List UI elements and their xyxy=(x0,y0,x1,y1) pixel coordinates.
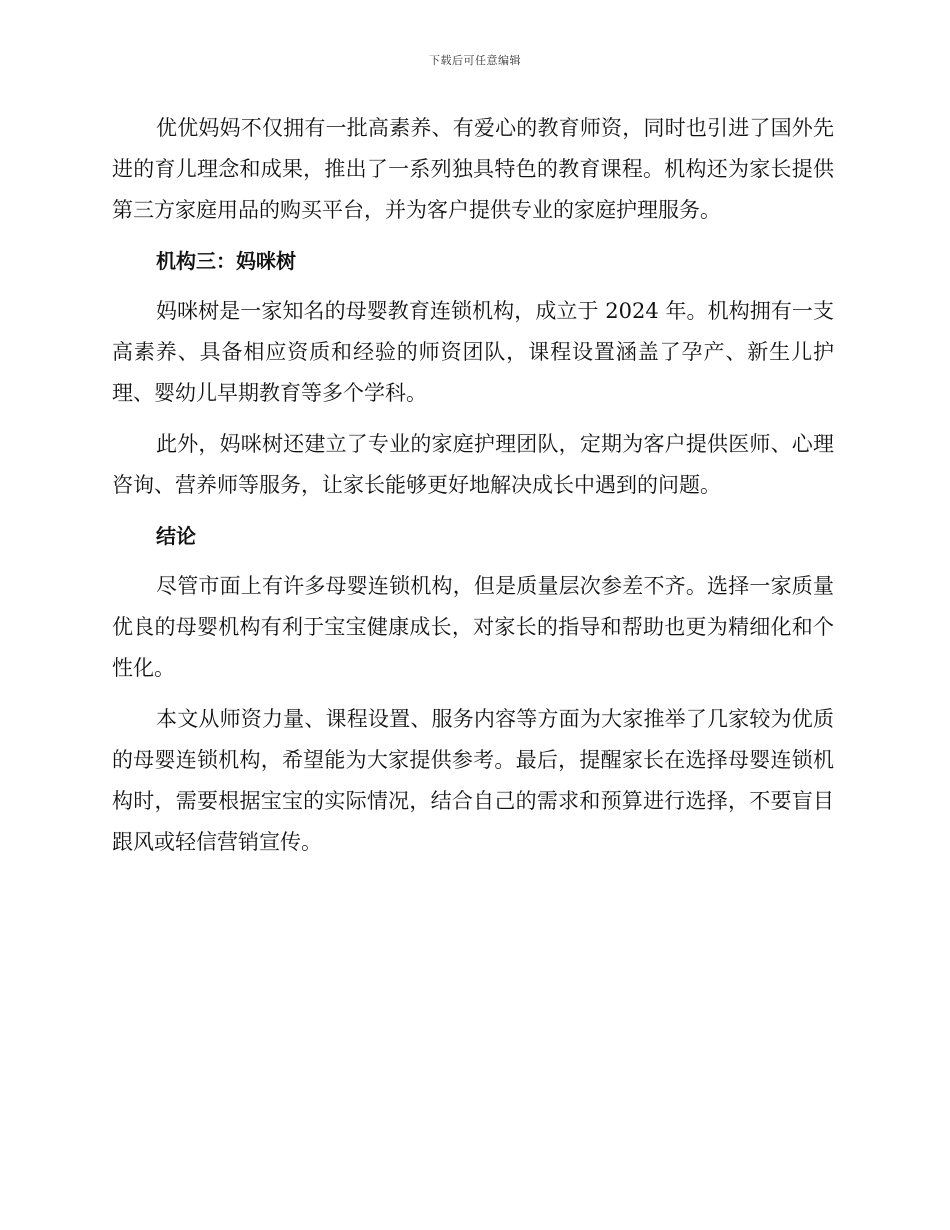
header-note: 下载后可任意编辑 xyxy=(429,54,521,67)
paragraph-conclusion-1: 尽管市面上有许多母婴连锁机构，但是质量层次参差不齐。选择一家质量优良的母婴机构有利于宝宝健康成长，对家长的指导和帮助也更为精细化和个性化。 xyxy=(112,574,834,680)
section-heading-institution-3: 机构三：妈咪树 xyxy=(156,249,296,273)
paragraph-mamishu-intro: 妈咪树是一家知名的母婴教育连锁机构，成立于 2024 年。机构拥有一支高素养、具备相应资质和经验的师资团队，课程设置涵盖了孕产、新生儿护理、婴幼儿早期教育等多个学科。 xyxy=(112,299,834,405)
paragraph-mamishu-services: 此外，妈咪树还建立了专业的家庭护理团队，定期为客户提供医师、心理咨询、营养师等服务，让家长能够更好地解决成长中遇到的问题。 xyxy=(112,432,834,497)
document-body xyxy=(112,108,834,873)
paragraph-conclusion-2: 本文从师资力量、课程设置、服务内容等方面为大家推举了几家较为优质的母婴连锁机构，希望能为大家提供参考。最后，提醒家长在选择母婴连锁机构时，需要根据宝宝的实际情况，结合自己的需求和预算进行选择，不要盲目跟风或轻信营销宣传。 xyxy=(112,707,834,854)
section-heading-conclusion: 结论 xyxy=(156,524,196,548)
paragraph-youyou-mama: 优优妈妈不仅拥有一批高素养、有爱心的教育师资，同时也引进了国外先进的育儿理念和成果，推出了一系列独具特色的教育课程。机构还为家长提供第三方家庭用品的购买平台，并为客户提供专业的家庭护理服务。 xyxy=(112,116,834,222)
